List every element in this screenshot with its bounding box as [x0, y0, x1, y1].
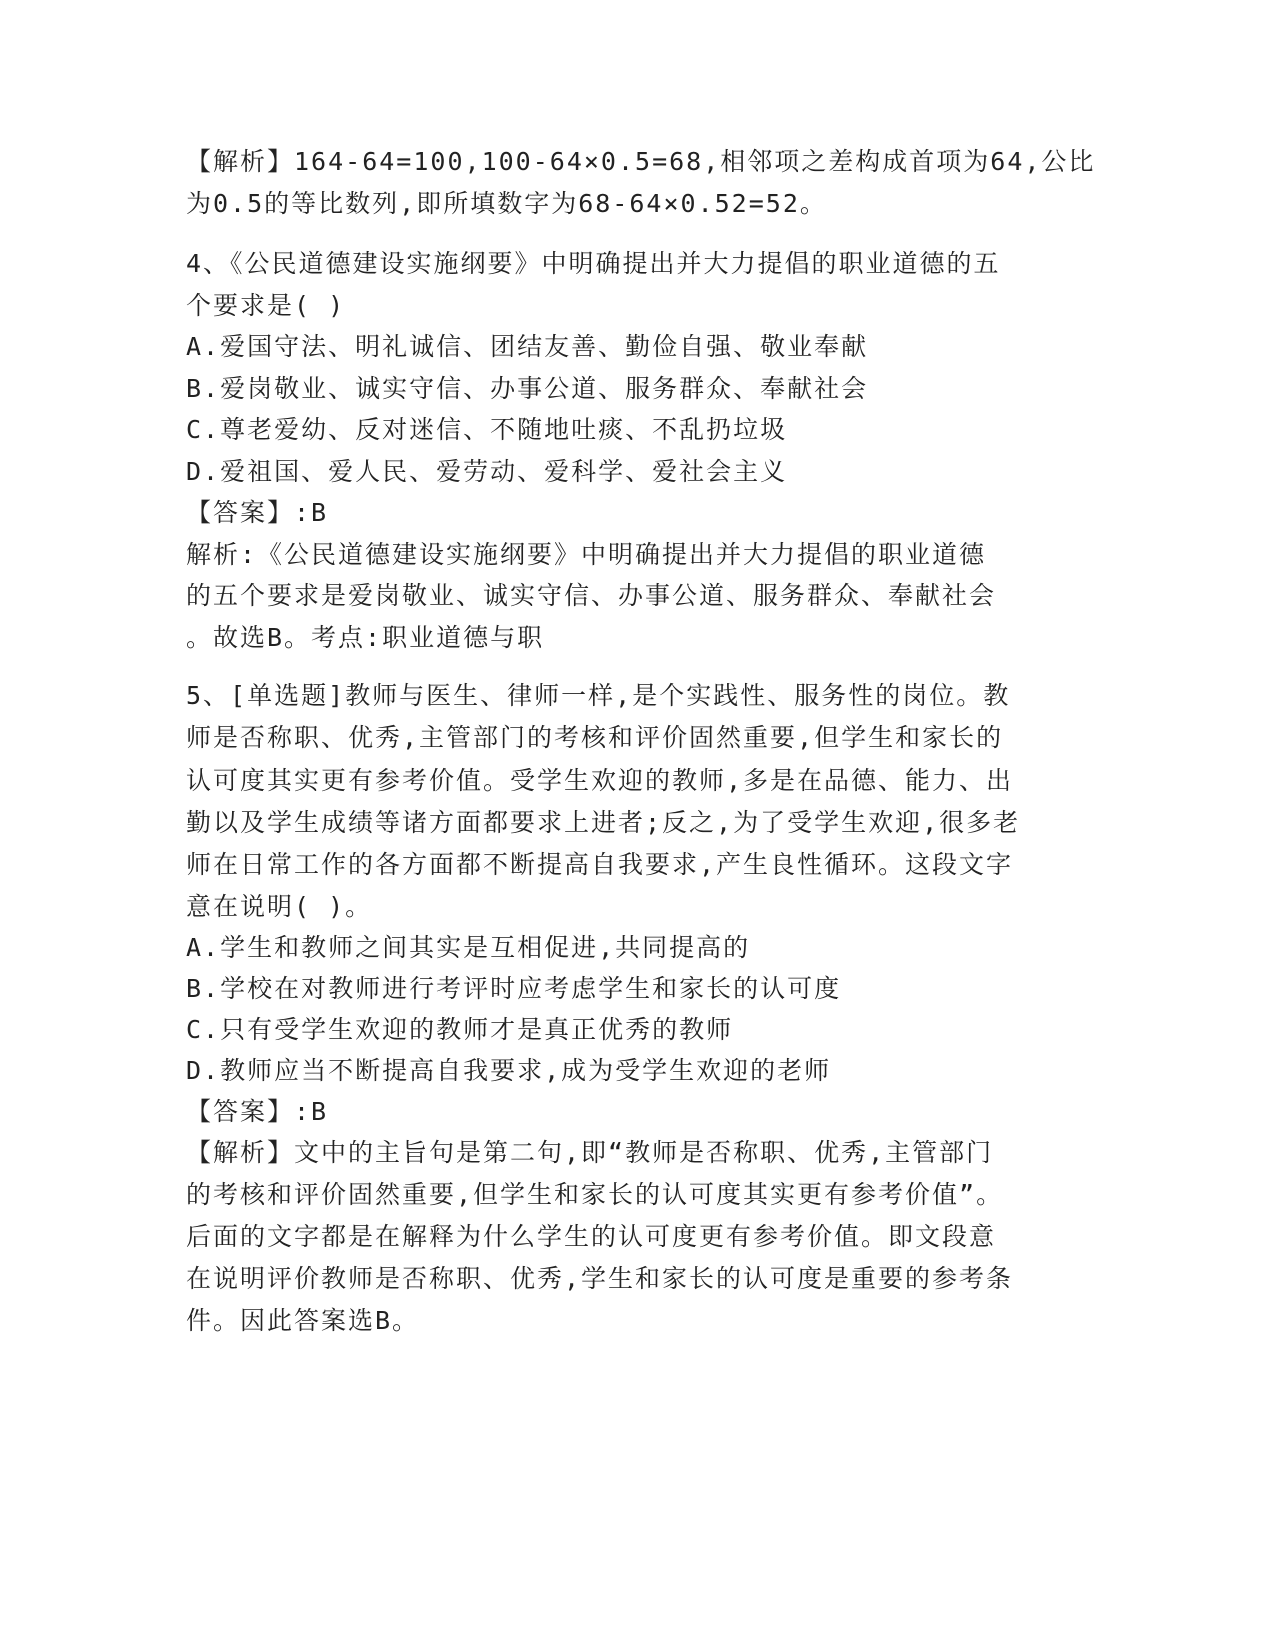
explanation-line: 【解析】164-64=100,100-64×0.5=68,相邻项之差构成首项为64,公比: [186, 147, 1096, 176]
option-b: B.学校在对教师进行考评时应考虑学生和家长的认可度: [186, 974, 842, 1003]
explanation-line: 。故选B。考点:职业道德与职: [186, 623, 545, 652]
option-b: B.爱岗敬业、诚实守信、办事公道、服务群众、奉献社会: [186, 374, 869, 403]
explanation-line: 【解析】文中的主旨句是第二句,即“教师是否称职、优秀,主管部门: [186, 1138, 994, 1167]
option-d: D.爱祖国、爱人民、爱劳动、爱科学、爱社会主义: [186, 457, 788, 486]
question-stem-line: 认可度其实更有参考价值。受学生欢迎的教师,多是在品德、能力、出: [186, 766, 1014, 795]
explanation-line: 后面的文字都是在解释为什么学生的认可度更有参考价值。即文段意: [186, 1222, 997, 1251]
question-stem-line: 勤以及学生成绩等诸方面都要求上进者;反之,为了受学生欢迎,很多老: [186, 808, 1021, 837]
explanation-line: 在说明评价教师是否称职、优秀,学生和家长的认可度是重要的参考条: [186, 1264, 1014, 1293]
question-stem-line: 4、《公民道德建设实施纲要》中明确提出并大力提倡的职业道德的五: [186, 249, 1001, 278]
question-stem-line: 师是否称职、优秀,主管部门的考核和评价固然重要,但学生和家长的: [186, 723, 1004, 752]
option-d: D.教师应当不断提高自我要求,成为受学生欢迎的老师: [186, 1056, 832, 1085]
explanation-line: 的五个要求是爱岗敬业、诚实守信、办事公道、服务群众、奉献社会: [186, 581, 997, 610]
explanation-line: 为0.5的等比数列,即所填数字为68-64×0.52=52。: [186, 189, 827, 218]
option-c: C.只有受学生欢迎的教师才是真正优秀的教师: [186, 1015, 734, 1044]
option-a: A.学生和教师之间其实是互相促进,共同提高的: [186, 933, 751, 962]
question-stem-line: 意在说明( )。: [186, 892, 373, 921]
answer-line: 【答案】:B: [186, 498, 329, 527]
explanation-line: 件。因此答案选B。: [186, 1306, 420, 1335]
answer-line: 【答案】:B: [186, 1097, 329, 1126]
question-stem-line: 5、[单选题]教师与医生、律师一样,是个实践性、服务性的岗位。教: [186, 681, 1011, 710]
option-a: A.爱国守法、明礼诚信、团结友善、勤俭自强、敬业奉献: [186, 332, 869, 361]
option-c: C.尊老爱幼、反对迷信、不随地吐痰、不乱扔垃圾: [186, 415, 788, 444]
explanation-line: 解析:《公民道德建设实施纲要》中明确提出并大力提倡的职业道德: [186, 540, 987, 569]
question-stem-line: 师在日常工作的各方面都不断提高自我要求,产生良性循环。这段文字: [186, 850, 1014, 879]
question-stem-line: 个要求是( ): [186, 291, 346, 320]
explanation-line: 的考核和评价固然重要,但学生和家长的认可度其实更有参考价值”。: [186, 1180, 1004, 1209]
